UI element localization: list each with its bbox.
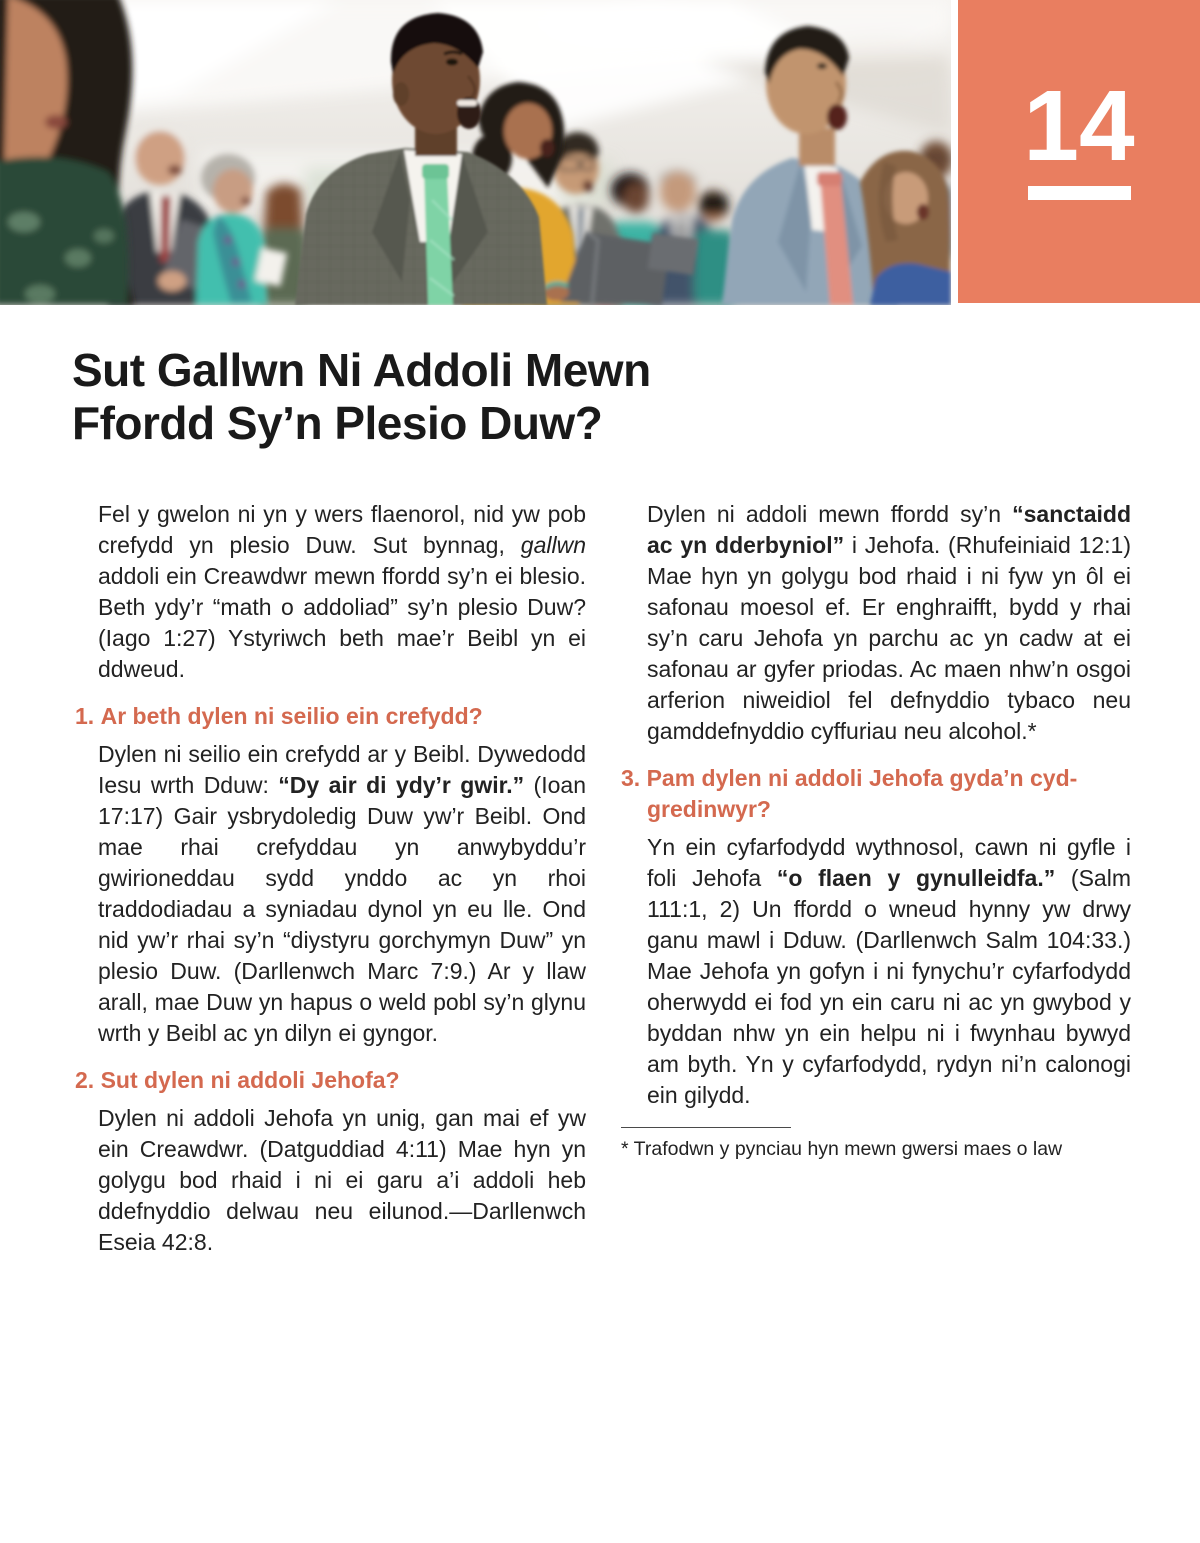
lower-right-woman: [860, 151, 951, 305]
question-number: 3.: [621, 765, 647, 791]
page-title-line-2: Ffordd Sy’n Plesio Duw?: [72, 397, 603, 449]
body-paragraph: Dylen ni seilio ein crefydd ar y Beibl. Dywedodd Iesu wrth Dduw: “Dy air di ydy’r gwir.” (Ioan 17:17) Gair ysbrydoledig Duw yw’r Beibl. Ond mae rhai crefyddau yn anwybyddu’r gwirioneddau sydd ynddo ac yn rhoi traddodiadau a syniadau dynol yn eu lle. Ond nid yw’r rhai sy’n “diystyru gorchymyn Duw” yn plesio Duw. (Darllenwch Marc 7:9.) Ar y llaw arall, mae Duw yn hapus o weld pobl sy’n glynu wrth y Beibl ac yn dilyn ei gyngor.: [98, 741, 586, 1046]
chapter-number-block: [958, 0, 1200, 303]
column-left: [75, 499, 586, 1272]
body-paragraph: Dylen ni addoli mewn ffordd sy’n “sanctaidd ac yn dderbyniol” i Jehofa. (Rhufeiniaid 12:1) Mae hyn yn golygu bod rhaid i ni fyw yn ôl ei safonau moesol ef. Er enghraifft, bydd y rhai sy’n caru Jehofa yn parchu ac yn cadw at ei safonau ar gyfer priodas. Ac maen nhw’n osgoi arferion niweidiol fel defnyddio tybaco neu gamddefnyddio cyffuriau neu alcohol.*: [647, 501, 1132, 744]
body-paragraph: Fel y gwelon ni yn y wers flaenorol, nid yw pob crefydd yn plesio Duw. Sut bynnag, gallwn addoli ein Creawdwr mewn ffordd sy’n ei blesio. Beth ydy’r “math o addoliad” sy’n plesio Duw? (Iago 1:27) Ystyriwch beth mae’r Beibl yn ei ddweud.: [98, 501, 586, 682]
congregation-photo-illustration: [0, 0, 951, 305]
question-number: 1.: [75, 703, 101, 729]
column-right-blocks: [621, 499, 1131, 1111]
chapter-underline: [1028, 186, 1131, 200]
column-left-blocks: [75, 499, 586, 1258]
footnote-text: Trafodwn y pynciau hyn mewn gwersi maes o law: [633, 1138, 1063, 1160]
congregation-photo: [0, 0, 951, 305]
foreground-left-woman: [0, 0, 134, 305]
column-right: [621, 499, 1131, 1162]
question-heading: 2. Sut dylen ni addoli Jehofa?: [75, 1067, 400, 1093]
page-title-line-1: Sut Gallwn Ni Addoli Mewn: [72, 344, 651, 396]
page-title: [72, 344, 812, 450]
footnote-rule: [621, 1127, 791, 1128]
body-paragraph: Dylen ni addoli Jehofa yn unig, gan mai ef yw ein Creawdwr. (Datguddiad 4:11) Mae hyn yn golygu bod rhaid i ni ei garu a’i addoli heb ddefnyddio delwau neu eilunod.—Darllenwch Eseia 42:8.: [98, 1105, 586, 1255]
footnote: [621, 1137, 1131, 1162]
question-heading: 1. Ar beth dylen ni seilio ein crefydd?: [75, 703, 483, 729]
footnote-marker: *: [621, 1138, 629, 1160]
question-number: 2.: [75, 1067, 101, 1093]
question-heading: 3. Pam dylen ni addoli Jehofa gyda’n cyd-gredinwyr?: [621, 765, 1078, 822]
chapter-number: 14: [1023, 70, 1135, 182]
body-paragraph: Yn ein cyfarfodydd wythnosol, cawn ni gyfle i foli Jehofa “o flaen y gynulleidfa.” (Salm 111:1, 2) Un ffordd o wneud hynny yw drwy ganu mawl i Dduw. (Darllenwch Salm 104:33.) Mae Jehofa yn gofyn i ni fynychu’r cyfarfodydd oherwydd ei fod yn ein caru ni ac yn gwybod y byddan nhw yn ein helpu ni i fwynhau bywyd am byth. Yn y cyfarfodydd, rydyn ni’n calonogi ein gilydd.: [647, 834, 1131, 1108]
